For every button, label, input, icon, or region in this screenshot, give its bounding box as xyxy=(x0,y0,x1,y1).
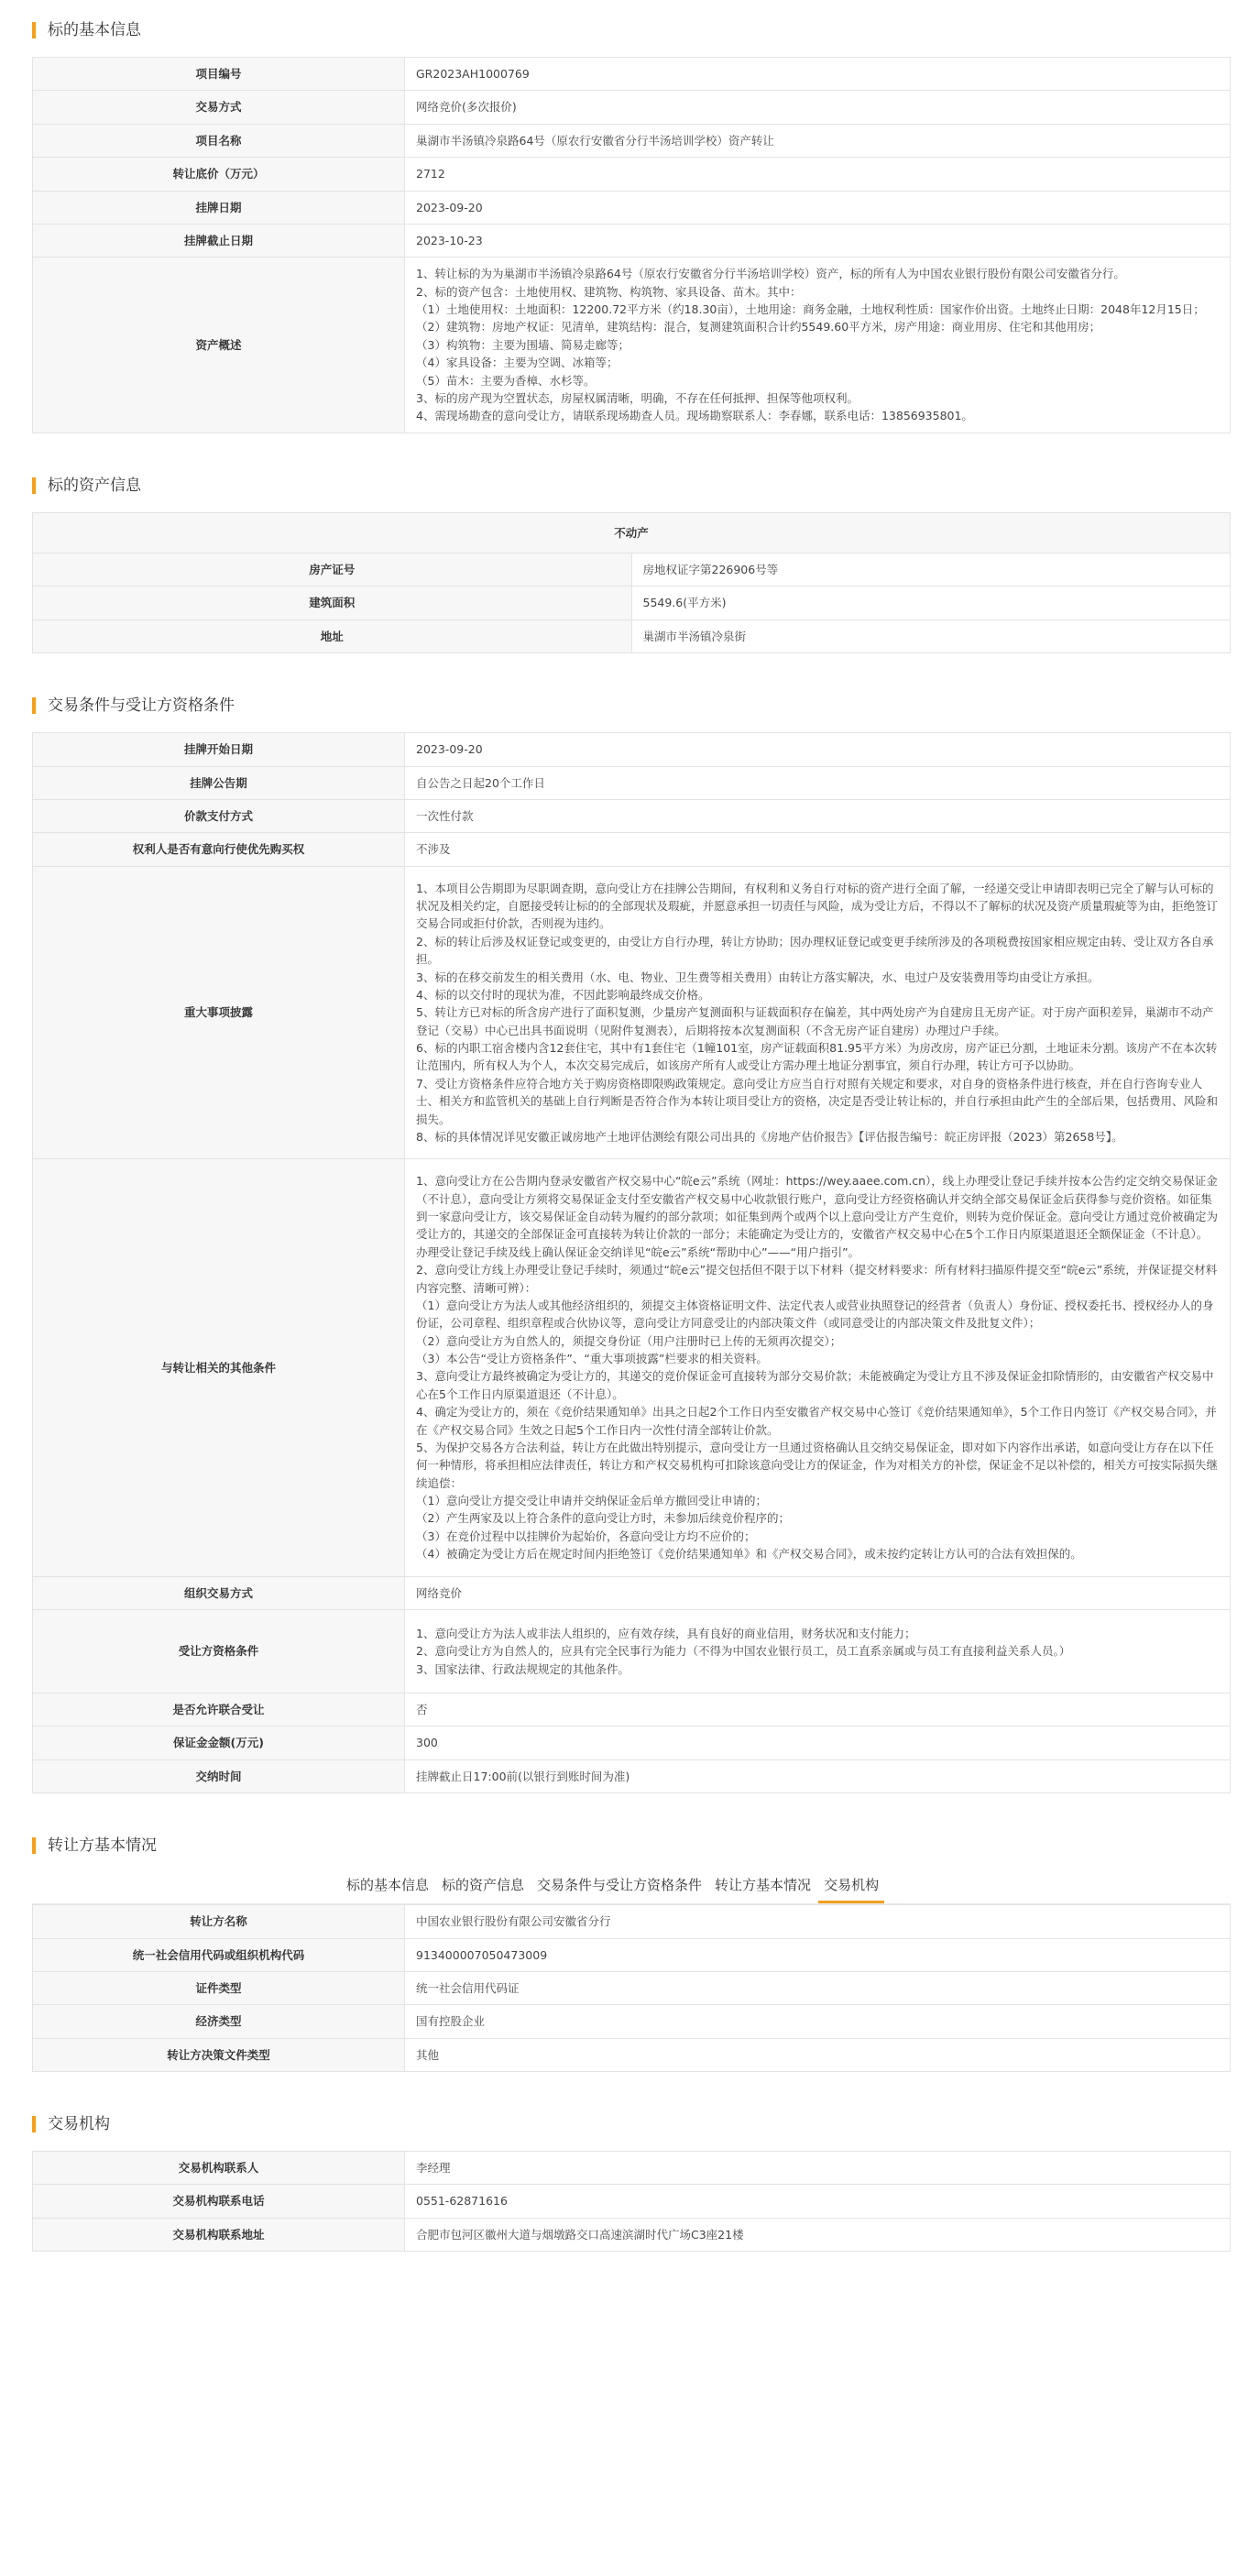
section-title-assets: 标的资产信息 xyxy=(0,470,1248,501)
org-mode-value: 网络竞价 xyxy=(405,1576,1231,1609)
transferor-row-label: 转让方名称 xyxy=(33,1905,405,1938)
condition-row xyxy=(33,1759,1231,1792)
condition-row-label: 权利人是否有意向行使优先购买权 xyxy=(33,833,405,866)
agency-row-label: 交易机构联系地址 xyxy=(33,2218,405,2251)
overview-line: 4、需现场勘查的意向受让方，请联系现场勘查人员。现场勘察联系人：李春娜，联系电话：13856935801。 xyxy=(416,409,973,423)
section-title-conditions: 交易条件与受让方资格条件 xyxy=(0,690,1248,721)
overview-line: 1、转让标的为为巢湖市半汤镇冷泉路64号（原农行安徽省分行半汤培训学校）资产，标的所有人为中国农业银行股份有限公司安徽省分行。 xyxy=(416,267,1125,281)
condition-row-value: 不涉及 xyxy=(405,833,1231,866)
other-line: （3）本公告“受让方资格条件”、“重大事项披露”栏要求的相关资料。 xyxy=(416,1352,768,1365)
basic-info-row-label: 项目名称 xyxy=(33,124,405,157)
basic-info-row-value: 2023-09-20 xyxy=(405,191,1231,224)
condition-row-value: 一次性付款 xyxy=(405,799,1231,832)
asset-header-row xyxy=(33,512,1231,553)
org-mode-label: 组织交易方式 xyxy=(33,1576,405,1609)
condition-row-label: 价款支付方式 xyxy=(33,799,405,832)
basic-info-row-value: 巢湖市半汤镇冷泉路64号（原农行安徽省分行半汤培训学校）资产转让 xyxy=(405,124,1231,157)
condition-row-value: 否 xyxy=(405,1694,1231,1726)
transferor-row xyxy=(33,2038,1231,2071)
overview-label: 资产概述 xyxy=(33,258,405,433)
major-line: 1、本项目公告期即为尽职调查期，意向受让方在挂牌公告期间，有权利和义务自行对标的资产进行全面了解，一经递交受让申请即表明已完全了解与认可标的状况及相关约定，自愿接受转让标的的全部现状及瑕疵，并愿意承担一切责任与风险，成为受让方后，不得以不了解标的状况及资产质量瑕疵等为由，拒绝签订交易合同或拒付价款，否则视为违约。 xyxy=(416,881,1219,931)
overview-line: （5）苗木：主要为香樟、水杉等。 xyxy=(416,373,596,388)
major-line: 2、标的转让后涉及权证登记或变更的，由受让方自行办理，转让方协助；因办理权证登记或变更手续所涉及的各项税费按国家相应规定由转、受让双方各自承担。 xyxy=(416,934,1214,967)
basic-info-table xyxy=(32,57,1231,433)
basic-info-row xyxy=(33,224,1231,257)
section-tabs xyxy=(341,1867,1248,1903)
asset-info-row xyxy=(33,619,1231,652)
basic-info-row xyxy=(33,158,1231,191)
overview-line: （3）构筑物：主要为围墙、简易走廊等； xyxy=(416,337,629,352)
major-label: 重大事项披露 xyxy=(33,866,405,1159)
basic-info-row-value: 2023-10-23 xyxy=(405,224,1231,257)
section-title-basic: 标的基本信息 xyxy=(0,15,1248,46)
other-line: （3）在竞价过程中以挂牌价为起始价，各意向受让方均不应价的； xyxy=(416,1529,756,1543)
overview-value xyxy=(405,258,1231,433)
other-line: 3、意向受让方最终被确定为受让方的，其递交的竞价保证金可直接转为部分交易价款；未能被确定为受让方且不涉及保证金扣除情形的，由安徽省产权交易中心在5个工作日内原渠道退还（不计息）。 xyxy=(416,1369,1214,1401)
condition-row xyxy=(33,1694,1231,1726)
basic-info-row xyxy=(33,58,1231,91)
asset-info-row-value: 房地权证字第226906号等 xyxy=(631,554,1231,586)
tab-5[interactable]: 交易机构 xyxy=(818,1867,884,1903)
other-row xyxy=(33,1159,1231,1576)
org-mode-row xyxy=(33,1576,1231,1609)
transferor-row-label: 转让方决策文件类型 xyxy=(33,2038,405,2071)
basic-info-row-value: GR2023AH1000769 xyxy=(405,58,1231,91)
asset-info-row-value: 巢湖市半汤镇冷泉街 xyxy=(631,619,1231,652)
tab-2[interactable]: 标的资产信息 xyxy=(442,1877,525,1894)
transferor-table xyxy=(32,1904,1231,2072)
overview-line: （2）建筑物：房地产权证：见清单，建筑结构：混合，复测建筑面积合计约5549.60平方米，房产用途：商业用房、住宅和其他用房； xyxy=(416,320,1101,334)
condition-row-label: 挂牌公告期 xyxy=(33,766,405,799)
section-title-agency: 交易机构 xyxy=(0,2109,1248,2140)
overview-line: 3、标的房产现为空置状态，房屋权属清晰，明确，不存在任何抵押、担保等他项权利。 xyxy=(416,390,859,405)
condition-row xyxy=(33,733,1231,766)
basic-info-row-label: 转让底价（万元） xyxy=(33,158,405,191)
agency-row-value: 0551-62871616 xyxy=(405,2185,1231,2218)
other-line: 4、确定为受让方的，须在《竞价结果通知单》出具之日起2个工作日内至安徽省产权交易中心签订《竞价结果通知单》，5个工作日内签订《产权交易合同》，并在《产权交易合同》生效之日起5个工作日内一次性付清全部转让价款。 xyxy=(416,1405,1217,1437)
transferor-row-label: 统一社会信用代码或组织机构代码 xyxy=(33,1938,405,1971)
major-value xyxy=(405,866,1231,1159)
transferor-row-label: 证件类型 xyxy=(33,1971,405,2004)
condition-row xyxy=(33,766,1231,799)
agency-row-label: 交易机构联系电话 xyxy=(33,2185,405,2218)
major-line: 7、受让方资格条件应符合地方关于购房资格即限购政策规定。意向受让方应当自行对照有关规定和要求，对自身的资格条件进行核查，并在自行咨询专业人士、相关方和监管机关的基础上自行判断是否符合作为本转让项目受让方的资格，决定是否受让转让标的，并自行承担由此产生的全部后果，包括费用、风险和损失。 xyxy=(416,1076,1219,1126)
transferor-row-value: 国有控股企业 xyxy=(405,2005,1231,2038)
transferor-row-value: 913400007050473009 xyxy=(405,1938,1231,1971)
tab-4[interactable]: 转让方基本情况 xyxy=(715,1877,812,1894)
qual-value xyxy=(405,1609,1231,1693)
agency-row-value: 李经理 xyxy=(405,2152,1231,2185)
condition-row-value: 2023-09-20 xyxy=(405,733,1231,766)
qual-line: 3、国家法律、行政法规规定的其他条件。 xyxy=(416,1661,629,1676)
agency-row xyxy=(33,2152,1231,2185)
condition-row xyxy=(33,1726,1231,1759)
qual-line: 1、意向受让方为法人或非法人组织的，应有效存续，具有良好的商业信用，财务状况和支付能力； xyxy=(416,1626,916,1640)
basic-info-row-label: 挂牌日期 xyxy=(33,191,405,224)
transferor-row-value: 中国农业银行股份有限公司安徽省分行 xyxy=(405,1905,1231,1938)
transferor-row-value: 统一社会信用代码证 xyxy=(405,1971,1231,2004)
other-label: 与转让相关的其他条件 xyxy=(33,1159,405,1576)
major-line: 8、标的具体情况详见安徽正诚房地产土地评估测绘有限公司出具的《房地产估价报告》【评估报告编号：皖正房评报（2023）第2658号】。 xyxy=(416,1129,1123,1144)
agency-row-label: 交易机构联系人 xyxy=(33,2152,405,2185)
major-line: 5、转让方已对标的所含房产进行了面积复测，少量房产复测面积与证载面积存在偏差，其中两处房产为自建房且无房产证。对于房产面积差异，巢湖市不动产登记（交易）中心已出具书面说明（见附件复测表），后期将按本次复测面积（不含无房产证自建房）办理过户手续。 xyxy=(416,1005,1214,1037)
tab-1[interactable]: 标的基本信息 xyxy=(346,1877,430,1894)
transferor-row xyxy=(33,1971,1231,2004)
overview-line: 2、标的资产包含：土地使用权、建筑物、构筑物、家具设备、苗木。其中： xyxy=(416,284,802,299)
basic-info-row-value: 2712 xyxy=(405,158,1231,191)
transferor-row-label: 经济类型 xyxy=(33,2005,405,2038)
asset-info-row-label: 地址 xyxy=(33,619,632,652)
asset-info-row xyxy=(33,554,1231,586)
condition-row-label: 挂牌开始日期 xyxy=(33,733,405,766)
qual-label: 受让方资格条件 xyxy=(33,1609,405,1693)
basic-info-row-label: 交易方式 xyxy=(33,91,405,124)
asset-info-row-label: 建筑面积 xyxy=(33,586,632,619)
basic-info-row-label: 挂牌截止日期 xyxy=(33,224,405,257)
basic-info-row-value: 网络竞价(多次报价) xyxy=(405,91,1231,124)
agency-row-value: 合肥市包河区徽州大道与烟墩路交口高速滨湖时代广场C3座21楼 xyxy=(405,2218,1231,2251)
condition-row-value: 300 xyxy=(405,1726,1231,1759)
basic-info-row-label: 项目编号 xyxy=(33,58,405,91)
basic-info-row xyxy=(33,91,1231,124)
asset-info-table xyxy=(32,512,1231,654)
asset-type-header: 不动产 xyxy=(33,512,1231,553)
basic-info-row xyxy=(33,191,1231,224)
tab-3[interactable]: 交易条件与受让方资格条件 xyxy=(537,1877,703,1894)
condition-row xyxy=(33,833,1231,866)
agency-row xyxy=(33,2218,1231,2251)
asset-info-row-value: 5549.6(平方米) xyxy=(631,586,1231,619)
asset-info-row-label: 房产证号 xyxy=(33,554,632,586)
other-line: 5、为保护交易各方合法利益，转让方在此做出特别提示，意向受让方一旦通过资格确认且交纳交易保证金，即对如下内容作出承诺，如意向受让方存在以下任何一种情形，将承担相应法律责任，转让方和产权交易机构可扣除该意向受让方的保证金，作为对相关方的补偿，保证金不足以补偿的，相关方可按实际损失继续追偿： xyxy=(416,1440,1219,1490)
qual-row xyxy=(33,1609,1231,1693)
condition-row-label: 保证金金额(万元) xyxy=(33,1726,405,1759)
major-line: 4、标的以交付时的现状为准，不因此影响最终成交价格。 xyxy=(416,987,710,1002)
agency-table xyxy=(32,2151,1231,2252)
conditions-table xyxy=(32,732,1231,1793)
other-line: （1）意向受让方为法人或其他经济组织的，须提交主体资格证明文件、法定代表人或营业执照登记的经营者（负责人）身份证、授权委托书、授权经办人的身份证，公司章程、组织章程或合伙协议等，意向受让方同意受让的内部决策文件（或同意受让的内部决策文件及批复文件）； xyxy=(416,1298,1214,1331)
agency-row xyxy=(33,2185,1231,2218)
transferor-row xyxy=(33,1938,1231,1971)
major-line: 6、标的内职工宿舍楼内含12套住宅，其中有1套住宅（1幢101室，房产证载面积81.95平方米）为房改房，房产证已分割，土地证未分割。该房产不在本次转让范围内，所有权人为个人，本次交易完成后，如该房产所有人或受让方需办理土地证分割事宜，须自行办理，转让方可予以协助。 xyxy=(416,1041,1218,1073)
overview-line: （4）家具设备：主要为空调、冰箱等； xyxy=(416,356,619,370)
transferor-row-value: 其他 xyxy=(405,2038,1231,2071)
qual-line: 2、意向受让方为自然人的，应具有完全民事行为能力（不得为中国农业银行员工，员工直系亲属或与员工有直接利益关系人员。） xyxy=(416,1644,1071,1659)
condition-row-value: 挂牌截止日17:00前(以银行到账时间为准) xyxy=(405,1759,1231,1792)
condition-row-label: 是否允许联合受让 xyxy=(33,1694,405,1726)
section-title-transferor: 转让方基本情况 xyxy=(0,1830,1248,1861)
overview-row xyxy=(33,258,1231,433)
other-value xyxy=(405,1159,1231,1576)
other-line: （2）意向受让方为自然人的，须提交身份证（用户注册时已上传的无须再次提交）； xyxy=(416,1333,842,1348)
major-line: 3、标的在移交前发生的相关费用（水、电、物业、卫生费等相关费用）由转让方落实解决，水、电过户及安装费用等均由受让方承担。 xyxy=(416,970,1100,984)
other-line: 1、意向受让方在公告期内登录安徽省产权交易中心“皖e云”系统（网址：https://wey.aaee.com.cn），线上办理受让登记手续并按本公告约定交纳交易保证金（不计息），意向受让方须将交易保证金支付至安徽省产权交易中心收款银行账户，意向受让方经资格确认并交纳全部交易保证金后获得参与竞价资格。如征集到一家意向受让方，该交易保证金自动转为履约的部分款项；如征集到两个或两个以上意向受让方产生竞价，则转为竞价保证金。意向受让方通过竞价被确定为受让方的，其递交的全部保证金可直接转为转让价款的一部分；未能确定为受让方的，安徽省产权交易中心在5个工作日内原渠道退还全额保证金（不计息）。办理受让登记手续及线上确认保证金交纳详见“皖e云”系统“帮助中心”——“用户指引”。 xyxy=(416,1174,1219,1259)
other-line: （4）被确定为受让方后在规定时间内拒绝签订《竞价结果通知单》和《产权交易合同》，或未按约定转让方认可的合法有效担保的。 xyxy=(416,1547,1082,1562)
asset-info-row xyxy=(33,586,1231,619)
other-line: 2、意向受让方线上办理受让登记手续时，须通过“皖e云”提交包括但不限于以下材料（提交材料要求：所有材料扫描原件提交至“皖e云”系统，并保证提交材料内容完整、清晰可辨）： xyxy=(416,1263,1218,1295)
condition-row-label: 交纳时间 xyxy=(33,1759,405,1792)
transferor-row xyxy=(33,1905,1231,1938)
other-line: （1）意向受让方提交受让申请并交纳保证金后单方撤回受让申请的； xyxy=(416,1494,767,1507)
overview-line: （1）土地使用权：土地面积：12200.72平方米（约18.30亩），土地用途：商务金融，土地权利性质：国家作价出资。土地终止日期：2048年12月15日； xyxy=(416,302,1205,316)
condition-row xyxy=(33,799,1231,832)
other-line: （2）产生两家及以上符合条件的意向受让方时，未参加后续竞价程序的； xyxy=(416,1511,790,1526)
condition-row-value: 自公告之日起20个工作日 xyxy=(405,766,1231,799)
major-row xyxy=(33,866,1231,1159)
basic-info-row xyxy=(33,124,1231,157)
transferor-row xyxy=(33,2005,1231,2038)
